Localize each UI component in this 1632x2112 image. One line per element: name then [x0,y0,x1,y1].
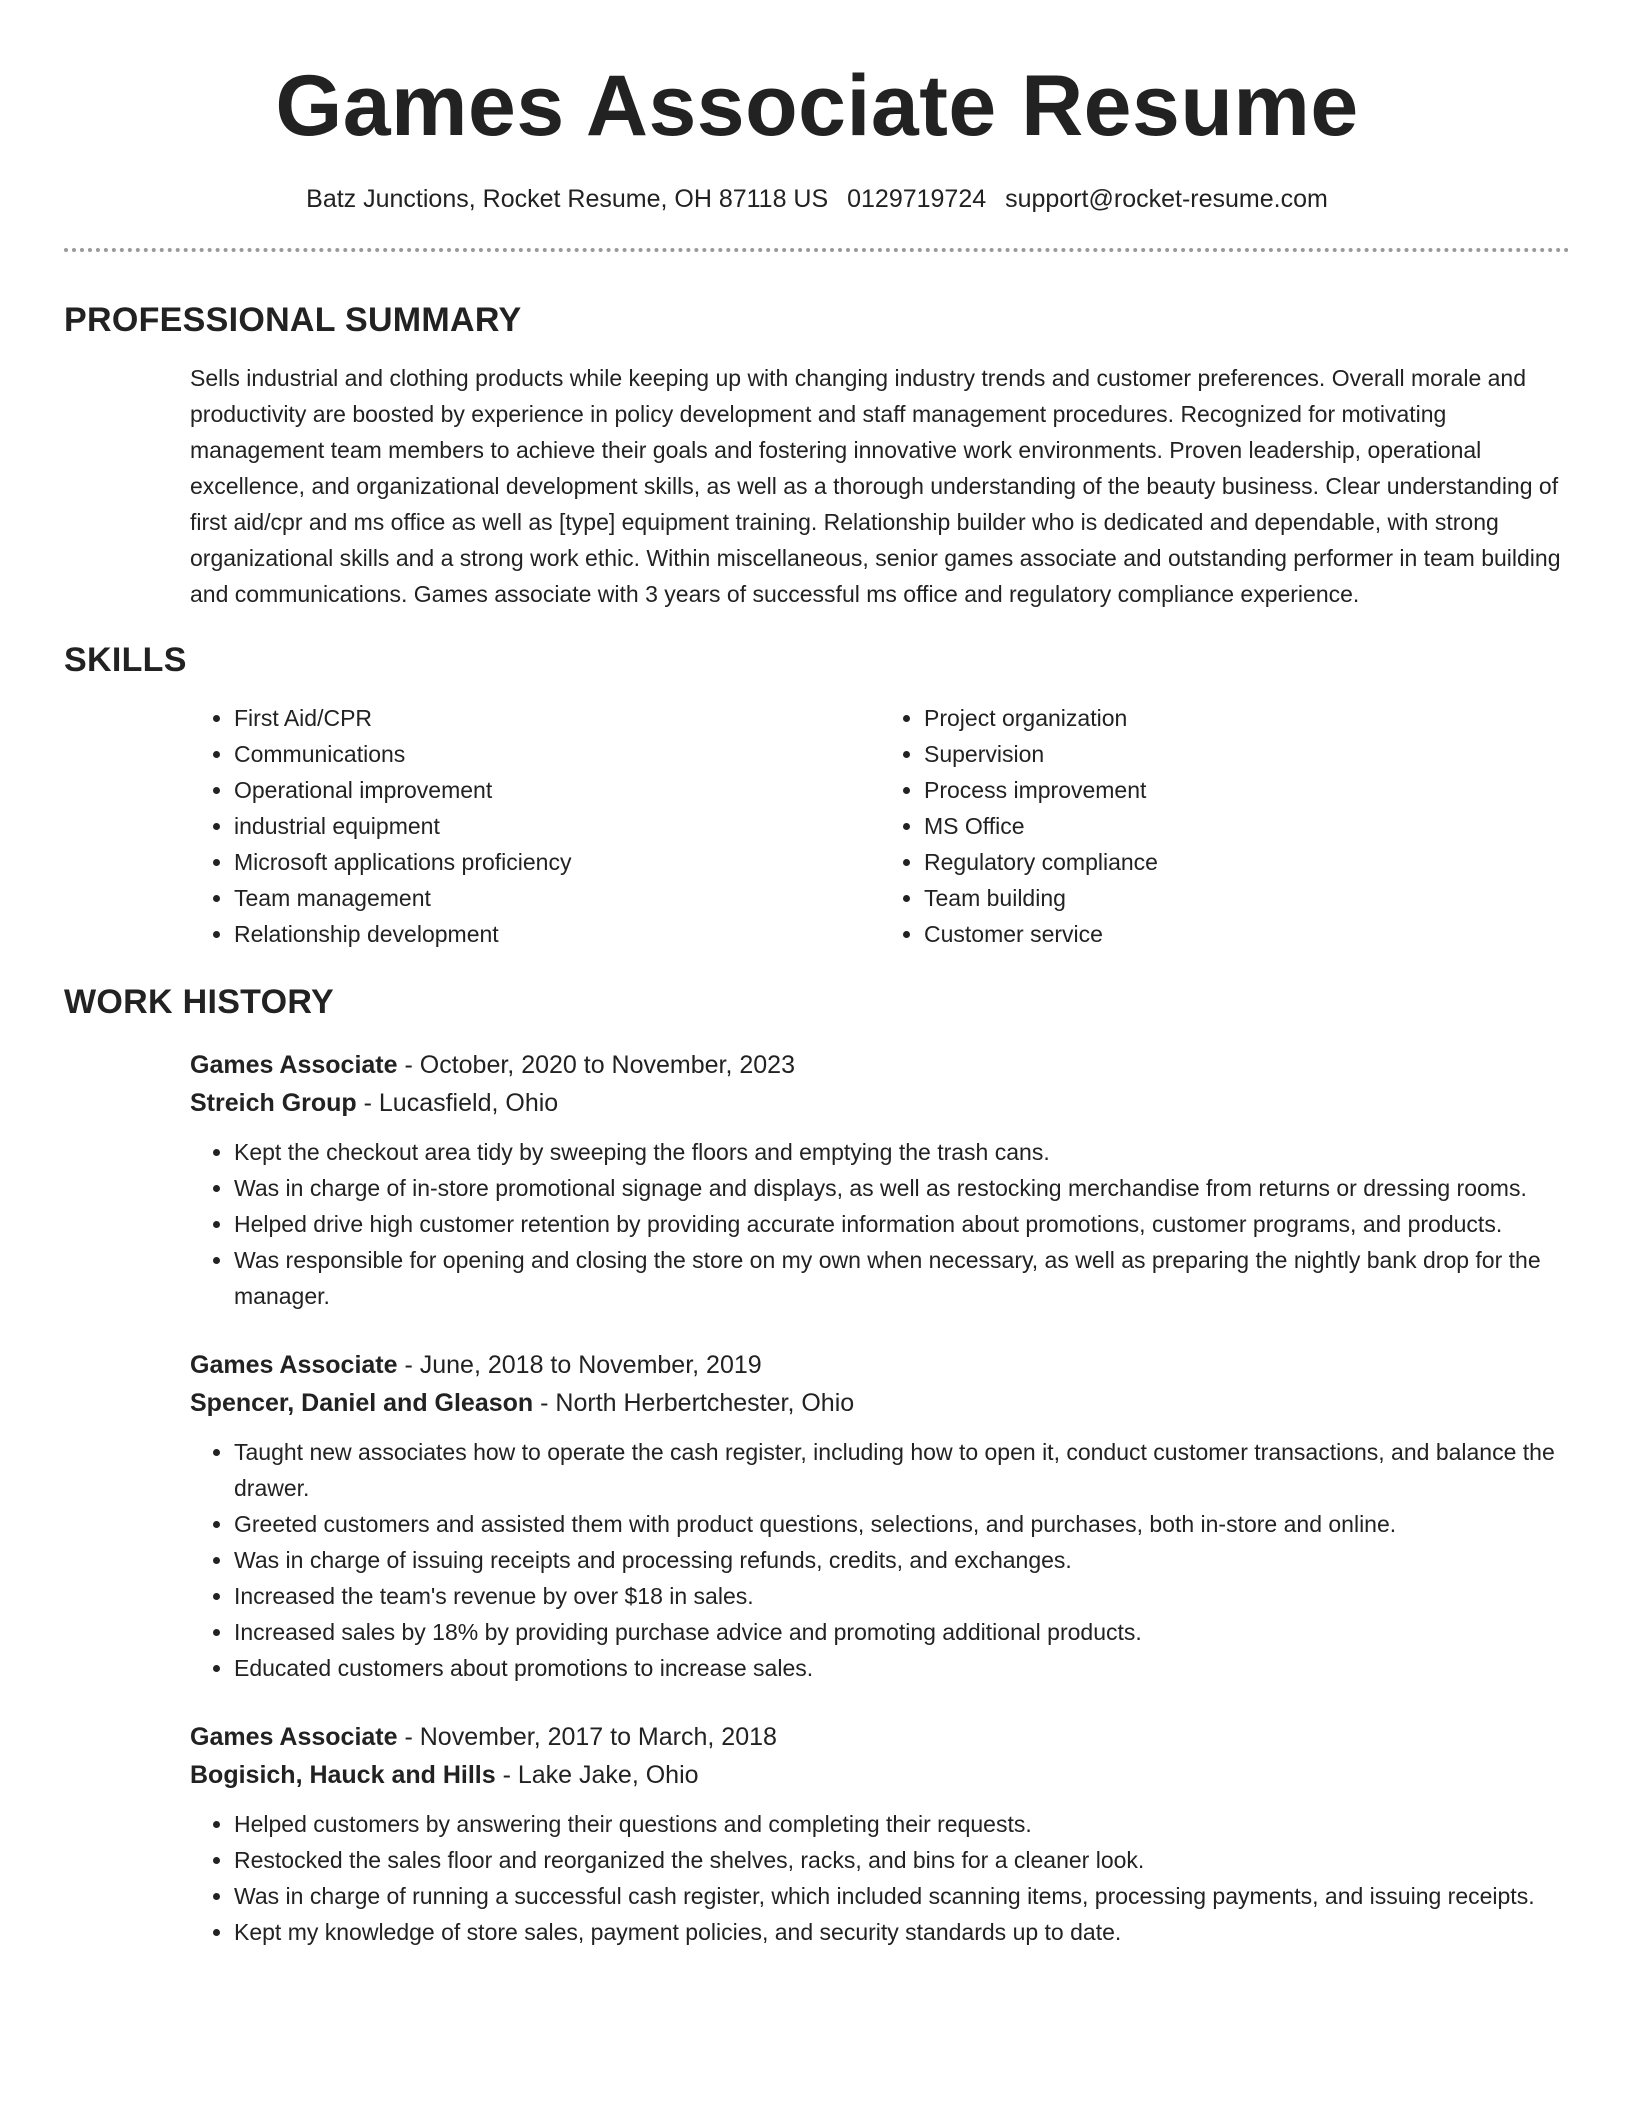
contact-email[interactable]: support@rocket-resume.com [1005,185,1328,213]
job-bullet: • Helped customers by answering their questions and completing their requests. [234,1806,1570,1842]
job-company: Spencer, Daniel and Gleason [190,1389,534,1417]
contact-address: Batz Junctions, Rocket Resume, OH 87118 US [306,185,829,213]
job-title-line [190,1046,1570,1084]
skill-item: • Microsoft applications proficiency [234,844,880,880]
job-dates: - June, 2018 to November, 2019 [397,1351,762,1379]
skill-item: • industrial equipment [234,808,880,844]
skills-column-right [880,700,1570,952]
job-title: Games Associate [190,1723,398,1751]
skill-item: • MS Office [924,808,1570,844]
job-title-line [190,1718,1570,1756]
job-bullets [190,1434,1570,1686]
skills-heading: SKILLS [64,641,187,679]
skill-item: • Team management [234,880,880,916]
resume-page [64,0,1570,1950]
skill-item: • Communications [234,736,880,772]
skill-item: • Project organization [924,700,1570,736]
job-location: - North Herbertchester, Ohio [533,1389,855,1417]
job-bullet: • Greeted customers and assisted them with product questions, selections, and purchases, both in-store and online. [234,1506,1570,1542]
summary-heading: PROFESSIONAL SUMMARY [64,301,522,339]
header-divider [64,248,1570,252]
job-bullet: • Increased the team's revenue by over $18 in sales. [234,1578,1570,1614]
job-dates: - November, 2017 to March, 2018 [397,1723,777,1751]
job-company: Streich Group [190,1089,357,1117]
job-bullets [190,1134,1570,1314]
job-bullet: • Kept my knowledge of store sales, payment policies, and security standards up to date. [234,1914,1570,1950]
job-location: - Lake Jake, Ohio [495,1761,699,1789]
job-dates: - October, 2020 to November, 2023 [397,1051,795,1079]
contact-phone[interactable]: 0129719724 [847,185,987,213]
job-bullet: • Kept the checkout area tidy by sweeping the floors and emptying the trash cans. [234,1134,1570,1170]
summary-text: Sells industrial and clothing products while keeping up with changing industry trends and customer preferences. Overall morale and productivity are boosted by experience in policy development and staff management procedures. Recognized for motivating management team members to achieve their goals and fostering innovative work environments. Proven leadership, operational excellence, and organizational development skills, as well as a thorough understanding of the beauty business. Clear understanding of first aid/cpr and ms office as well as [type] equipment training. Relationship builder who is dedicated and dependable, with strong organizational skills and a strong work ethic. Within miscellaneous, senior games associate and outstanding performer in team building and communications. Games associate with 3 years of successful ms office and regulatory compliance experience. [190,365,1561,607]
job-bullet: • Was in charge of in-store promotional signage and displays, as well as restocking merchandise from returns or dressing rooms. [234,1170,1570,1206]
job-bullet: • Restocked the sales floor and reorganized the shelves, racks, and bins for a cleaner look. [234,1842,1570,1878]
job-company: Bogisich, Hauck and Hills [190,1761,496,1789]
contact-line [64,184,1570,214]
skill-item: • Team building [924,880,1570,916]
skill-item: • First Aid/CPR [234,700,880,736]
skill-item: • Supervision [924,736,1570,772]
job-bullets [190,1806,1570,1950]
resume-title: Games Associate Resume [275,58,1359,154]
job-bullet: • Was in charge of running a successful cash register, which included scanning items, processing payments, and issuing receipts. [234,1878,1570,1914]
job-bullet: • Educated customers about promotions to increase sales. [234,1650,1570,1686]
job-bullet: • Was responsible for opening and closing the store on my own when necessary, as well as preparing the nightly bank drop for the manager. [234,1242,1570,1314]
job-company-line [190,1084,1570,1122]
job-location: - Lucasfield, Ohio [356,1089,559,1117]
job-company-line [190,1384,1570,1422]
job-entry [64,1718,1570,1950]
job-entry [64,1046,1570,1314]
skill-item: • Operational improvement [234,772,880,808]
skill-item: • Relationship development [234,916,880,952]
job-bullet: • Increased sales by 18% by providing purchase advice and promoting additional products. [234,1614,1570,1650]
skills-list [64,700,1570,952]
skill-item: • Process improvement [924,772,1570,808]
job-bullet: • Taught new associates how to operate the cash register, including how to open it, conduct customer transactions, and balance the drawer. [234,1434,1570,1506]
skill-item: • Regulatory compliance [924,844,1570,880]
job-company-line [190,1756,1570,1794]
job-bullet: • Helped drive high customer retention by providing accurate information about promotions, customer programs, and products. [234,1206,1570,1242]
job-entry [64,1346,1570,1686]
skills-column-left [190,700,880,952]
skill-item: • Customer service [924,916,1570,952]
work-heading: WORK HISTORY [64,983,334,1021]
job-bullet: • Was in charge of issuing receipts and processing refunds, credits, and exchanges. [234,1542,1570,1578]
job-title: Games Associate [190,1351,398,1379]
job-title-line [190,1346,1570,1384]
job-title: Games Associate [190,1051,398,1079]
